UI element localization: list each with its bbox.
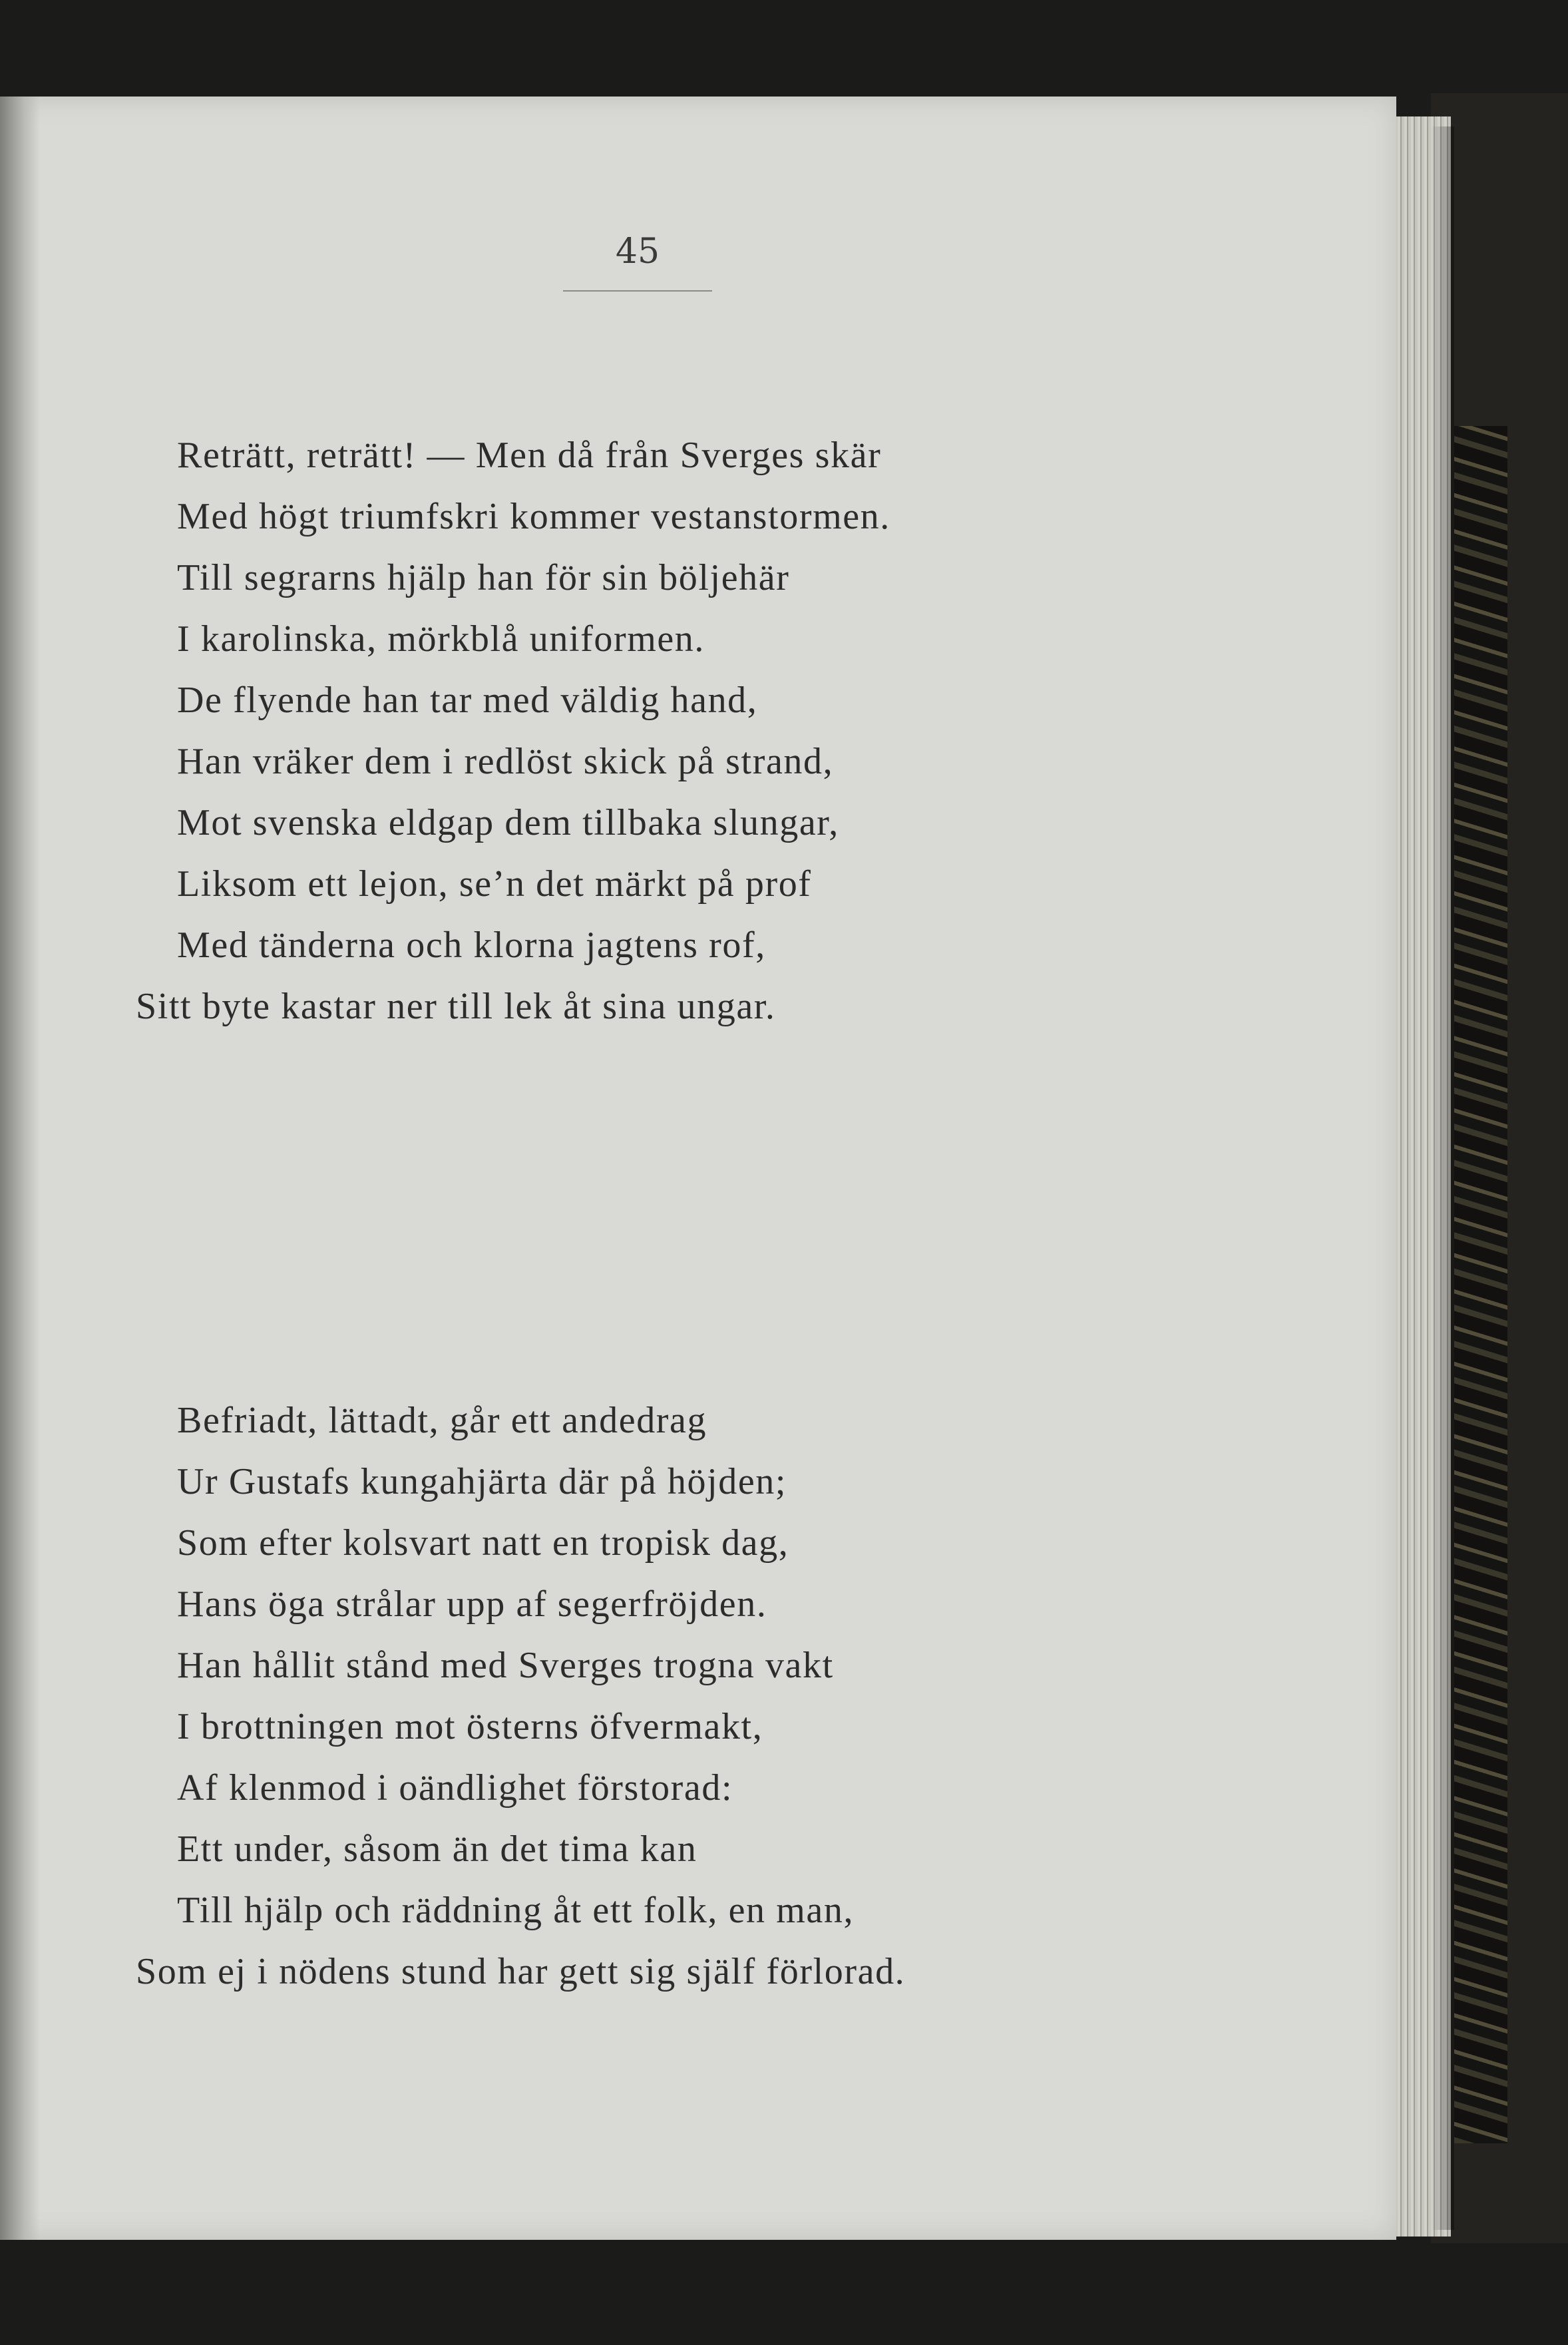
verse-line-final: Som ej i nödens stund har gett sig själf förlorad. <box>136 1951 906 1992</box>
verse-line: Ur Gustafs kungahjärta där på höjden; <box>177 1461 787 1502</box>
verse-line: Han hållit stånd med Sverges trogna vakt <box>177 1645 834 1686</box>
verse-line: Reträtt, reträtt! — Men då från Sverges skär <box>177 435 882 476</box>
verse-line: Han vräker dem i redlöst skick på strand, <box>177 741 834 782</box>
stanza-1 <box>0 425 890 1037</box>
page-number-rule <box>563 290 712 292</box>
page-number: 45 <box>615 232 660 272</box>
verse-line: Af klenmod i oändlighet förstorad: <box>177 1767 733 1809</box>
verse-line: Ett under, såsom än det tima kan <box>177 1828 697 1870</box>
stanza-2 <box>0 1390 905 2002</box>
verse-line: Till hjälp och räddning åt ett folk, en man, <box>177 1890 855 1931</box>
verse-line: Som efter kolsvart natt en tropisk dag, <box>177 1522 789 1564</box>
verse-line: Med högt triumfskri kommer vestanstormen. <box>177 496 890 537</box>
verse-line: Hans öga strålar upp af segerfröjden. <box>177 1584 767 1625</box>
verse-line: Liksom ett lejon, se’n det märkt på prof <box>177 863 812 905</box>
verse-line: Med tänderna och klorna jagtens rof, <box>177 925 766 966</box>
page-edges-shadow <box>1431 126 1454 2230</box>
verse-line-final: Sitt byte kastar ner till lek åt sina ungar. <box>136 986 776 1027</box>
verse-line: I karolinska, mörkblå uniformen. <box>177 618 705 660</box>
verse-line: Befriadt, lättadt, går ett andedrag <box>177 1400 707 1441</box>
verse-line: Till segrarns hjälp han för sin böljehär <box>177 557 790 598</box>
verse-line: Mot svenska eldgap dem tillbaka slungar, <box>177 802 839 843</box>
verse-line: De flyende han tar med väldig hand, <box>177 680 758 721</box>
marbled-cover-edge <box>1454 426 1507 2143</box>
verse-line: I brottningen mot österns öfvermakt, <box>177 1706 763 1747</box>
